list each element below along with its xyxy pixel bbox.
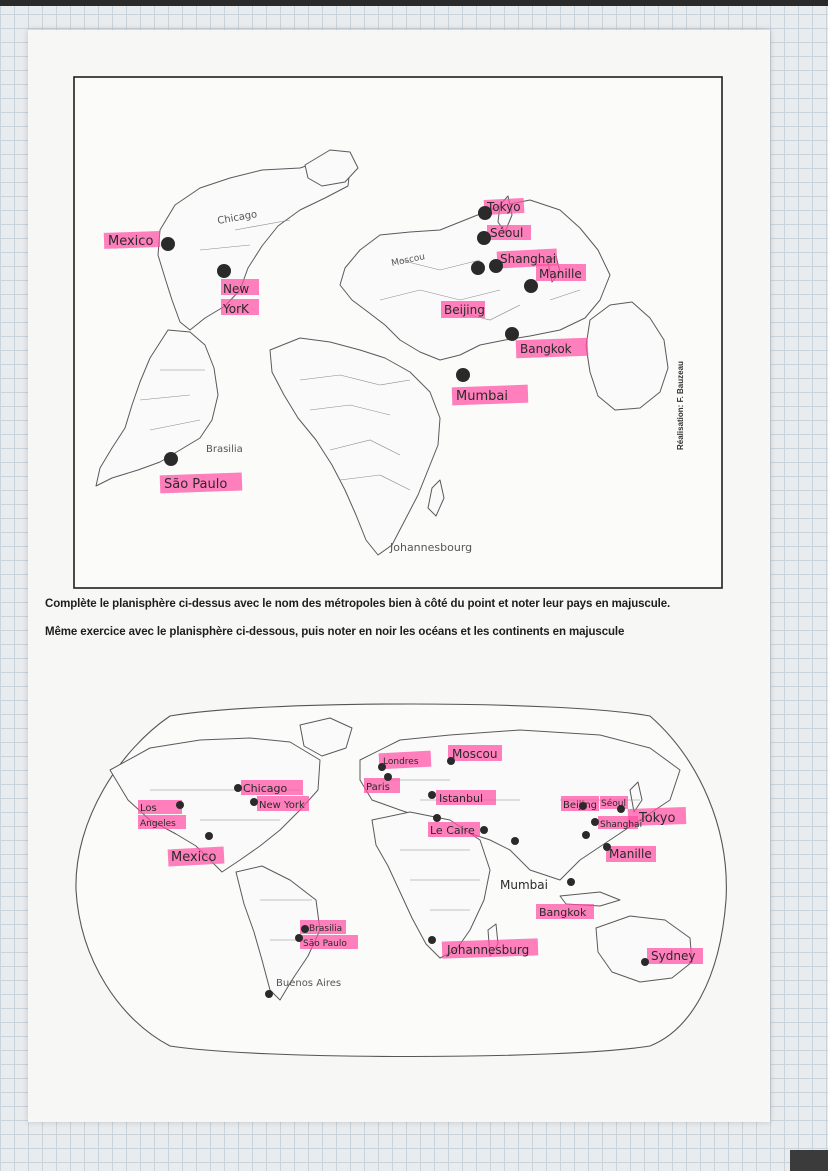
map1-label-mexico: Mexico	[108, 234, 154, 249]
map2-label-mumbai: Mumbai	[500, 878, 548, 892]
map2-label-tokyo: Tokyo	[639, 811, 676, 826]
map2-label-seoul: Séoul	[601, 799, 626, 809]
map1-label-sao-paulo: São Paulo	[164, 477, 228, 492]
map1-label-tokyo: Tokyo	[487, 200, 521, 214]
map2-label-shanghai: Shanghai	[600, 820, 643, 830]
map2-label-chicago: Chicago	[243, 782, 288, 795]
map1-label-moscou: Moscou	[390, 252, 427, 269]
map2-label-brasilia: Brasilia	[309, 924, 343, 934]
map2-label-bangkok: Bangkok	[539, 906, 587, 919]
map2-label-le-caire: Le Caire	[430, 824, 475, 837]
map1-label-bangkok: Bangkok	[520, 342, 572, 356]
map1-label-chicago: Chicago	[216, 209, 259, 227]
map2-label-beijing: Beijing	[563, 800, 598, 811]
map1-label-beijing: Beijing	[444, 303, 485, 317]
map2-label-new-york: New York	[259, 800, 305, 811]
map1-label-brasilia: Brasilia	[206, 444, 243, 455]
map2-label-sydney: Sydney	[651, 949, 696, 963]
map1-label-shanghai: Shanghai	[500, 252, 557, 266]
map-credit: Réalisation: F. Bauzeau	[676, 361, 685, 450]
map2-label-buenos-aires: Buenos Aires	[276, 978, 342, 989]
map2-label-johannesburg: Johannesburg	[447, 943, 530, 957]
map1-label-johannesburg: Johannesbourg	[390, 541, 473, 554]
map2-label-los-angeles-2: Angeles	[140, 819, 176, 829]
map1-label-manille: Manille	[539, 267, 582, 281]
instruction-line-1: Complète le planisphère ci-dessus avec le nom des métropoles bien à côté du point et noter leur pays en majuscule.	[45, 598, 671, 610]
map2-label-sao-paulo: São Paulo	[303, 939, 347, 949]
map2-label-moscou: Moscou	[452, 747, 498, 761]
instruction-line-2: Même exercice avec le planisphère ci-dessous, puis noter en noir les océans et les continents en majuscule	[45, 626, 625, 638]
map1-label-new-york-2: YorK	[223, 302, 249, 316]
map2-label-istanbul: Istanbul	[439, 792, 484, 805]
map2-label-manille: Manille	[609, 847, 652, 861]
map2-label-londres: Londres	[383, 757, 419, 767]
map2-label-los-angeles-1: Los	[140, 803, 157, 814]
map2-label-mexico: Mexico	[171, 850, 217, 865]
map1-label-new-york-1: New	[223, 282, 250, 296]
map1-label-mumbai: Mumbai	[456, 389, 508, 404]
map2-label-paris: Paris	[366, 782, 390, 793]
map1-label-seoul: Séoul	[490, 226, 524, 240]
